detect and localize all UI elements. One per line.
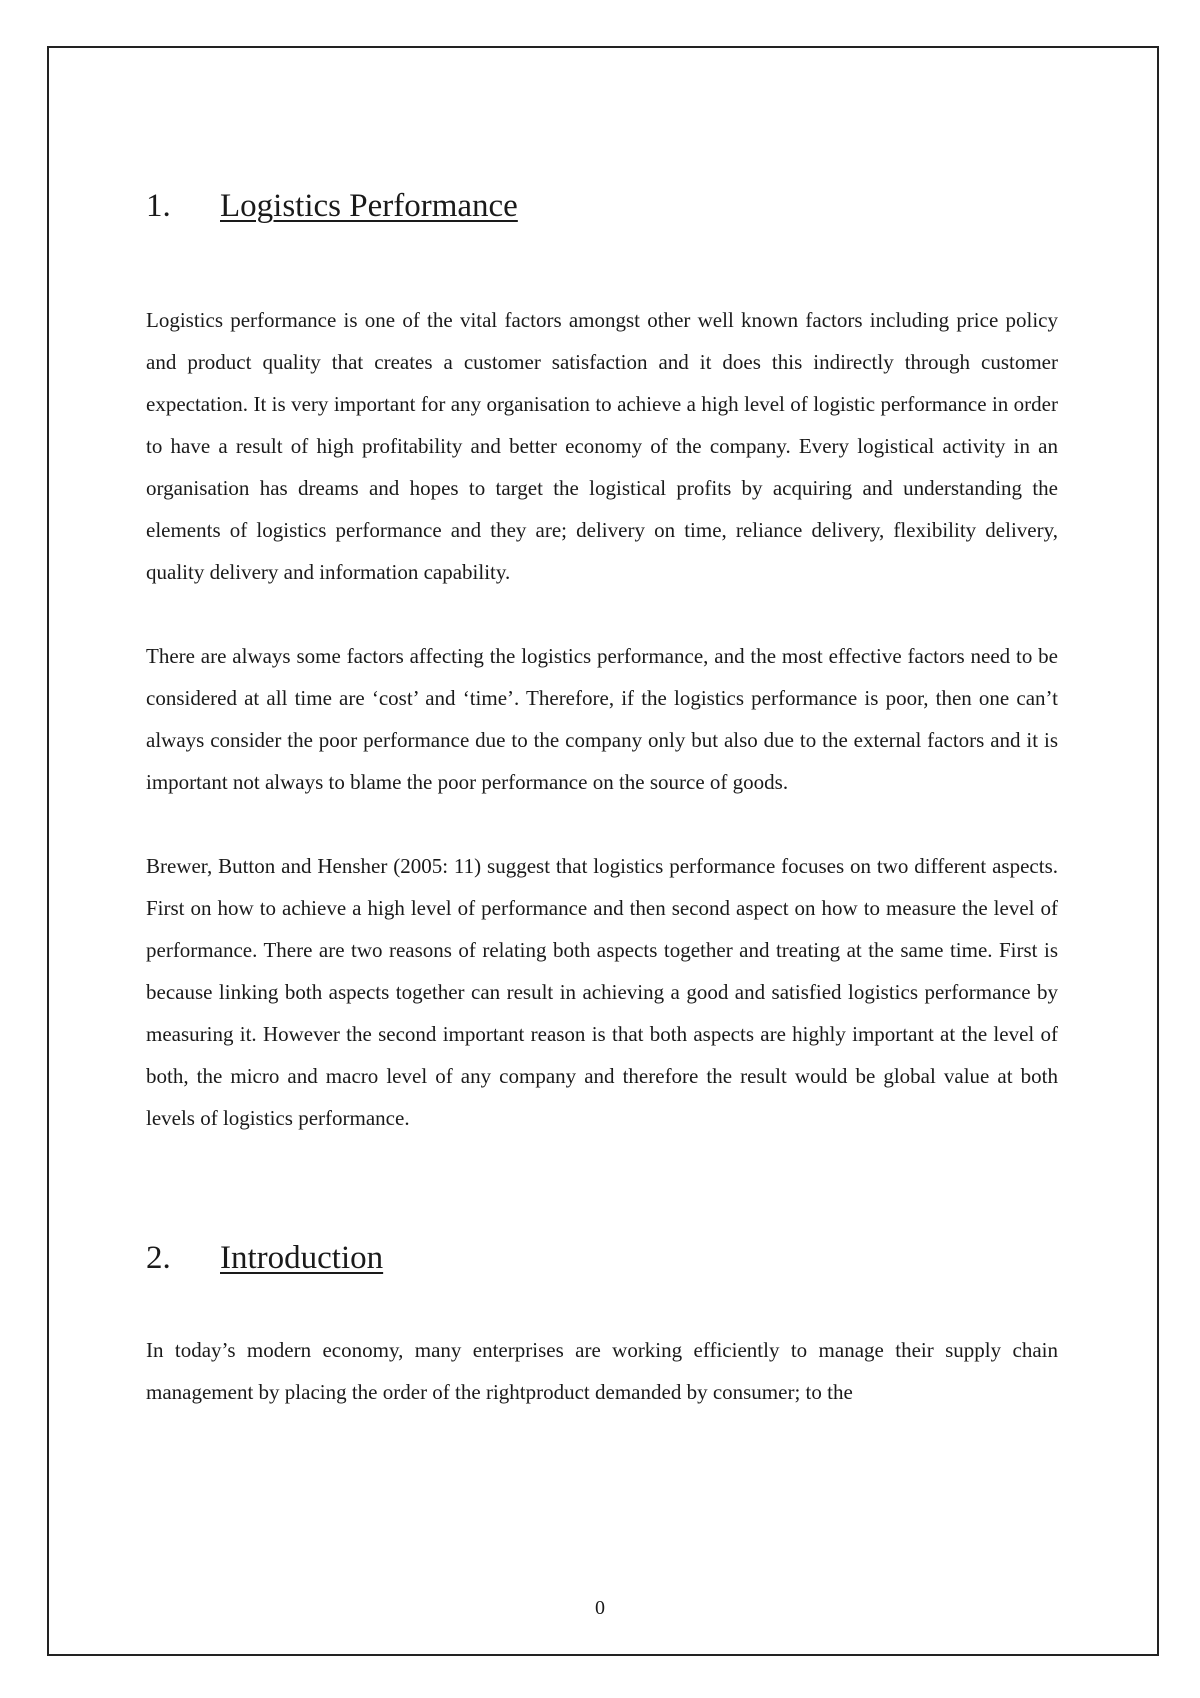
paragraph: Logistics performance is one of the vital factors amongst other well known factors including price policy and product quality that creates a customer satisfaction and it does this indirectly through customer expectation. It is very important for any organisation to achieve a high level of logistic performance in order to have a result of high profitability and better economy of the company. Every logistical activity in an organisation has dreams and hopes to target the logistical profits by acquiring and understanding the elements of logistics performance and they are; delivery on time, reliance delivery, flexibility delivery, quality delivery and information capability.: [146, 308, 1058, 584]
page-number: 0: [595, 1597, 605, 1619]
section-heading: [146, 1242, 1058, 1275]
section-heading: [146, 190, 1058, 223]
document-body: [146, 190, 1058, 1413]
paragraph: There are always some factors affecting the logistics performance, and the most effective factors need to be considered at all time are ‘cost’ and ‘time’. Therefore, if the logistics performance is poor, then one can’t always consider the poor performance due to the company only but also due to the external factors and it is important not always to blame the poor performance on the source of goods.: [146, 644, 1058, 794]
section-title: Logistics Performance: [220, 188, 518, 224]
paragraph: Brewer, Button and Hensher (2005: 11) suggest that logistics performance focuses on two different aspects. First on how to achieve a high level of performance and then second aspect on how to measure the level of performance. There are two reasons of relating both aspects together and treating at the same time. First is because linking both aspects together can result in achieving a good and satisfied logistics performance by measuring it. However the second important reason is that both aspects are highly important at the level of both, the micro and macro level of any company and therefore the result would be global value at both levels of logistics performance.: [146, 854, 1058, 1130]
paragraph: In today’s modern economy, many enterprises are working efficiently to manage their supply chain management by placing the order of the rightproduct demanded by consumer; to the: [146, 1338, 1058, 1404]
section-number: 2.: [146, 1240, 171, 1276]
section-number: 1.: [146, 188, 171, 224]
section-title: Introduction: [220, 1240, 384, 1276]
